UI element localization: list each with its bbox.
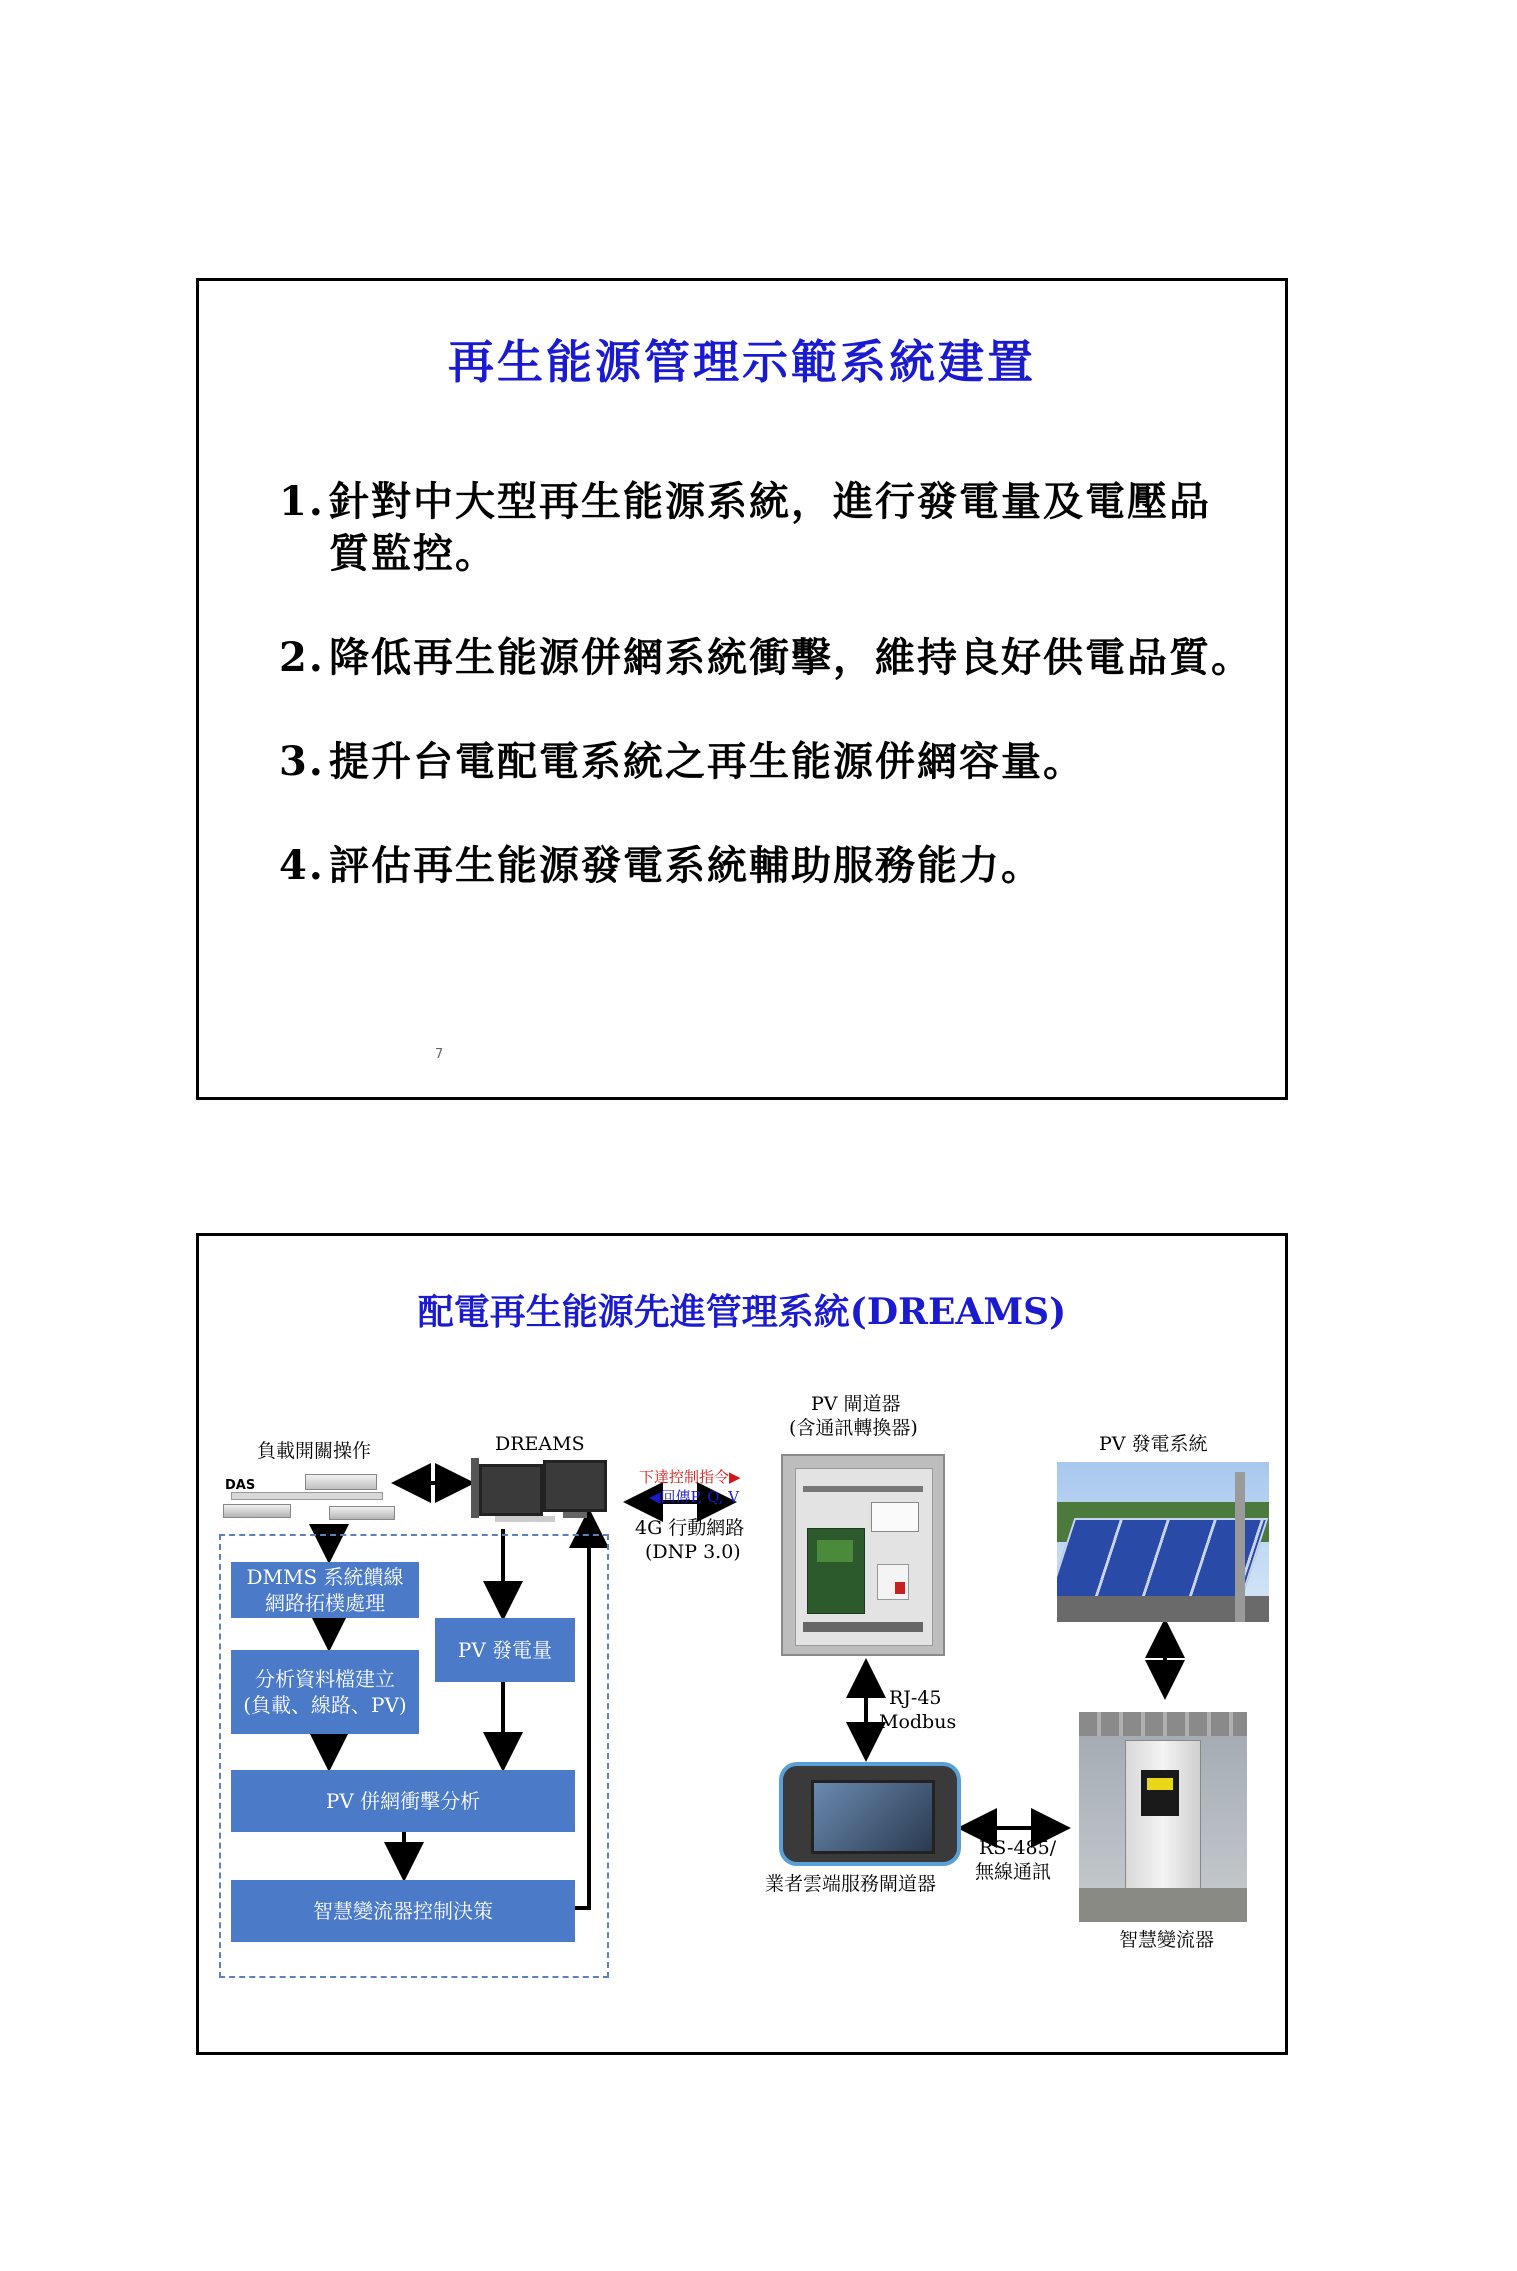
- box-pv-output: PV 發電量: [435, 1618, 575, 1682]
- pv-panel-photo: [1057, 1462, 1269, 1622]
- label-pv-system: PV 發電系統: [1099, 1433, 1208, 1455]
- label-dreams: DREAMS: [495, 1433, 585, 1455]
- label-rj45-1: RJ-45: [889, 1687, 942, 1709]
- box-data-file: [231, 1650, 419, 1734]
- slide-2: [196, 1233, 1288, 2055]
- box-dmms: [231, 1562, 419, 1618]
- box-data-line2: (負載、線路、PV): [243, 1693, 407, 1717]
- slide-1-title: 再生能源管理示範系統建置: [448, 335, 1036, 389]
- label-rj45-2: Modbus: [879, 1711, 957, 1733]
- label-network-2: (DNP 3.0): [645, 1541, 741, 1563]
- item-text: 針對中大型再生能源系統，進行發電量及電壓品: [329, 478, 1211, 525]
- label-smart-inverter: 智慧變流器: [1119, 1929, 1215, 1951]
- item-text: 提升台電配電系統之再生能源併網容量。: [329, 738, 1085, 785]
- list-item: [279, 736, 1269, 788]
- box-dmms-line1: DMMS 系統饋線: [246, 1565, 404, 1589]
- label-rs485-2: 無線通訊: [975, 1861, 1052, 1883]
- slide-2-title: 配電再生能源先進管理系統(DREAMS): [417, 1291, 1067, 1333]
- label-pv-gateway-1: PV 閘道器: [811, 1393, 901, 1415]
- label-pv-gateway-2: (含通訊轉換器): [789, 1417, 918, 1439]
- label-das: DAS: [225, 1478, 256, 1493]
- label-cloud-gateway: 業者雲端服務閘道器: [765, 1873, 937, 1895]
- label-cmd-up: ◀回傳P, Q, V: [649, 1488, 740, 1506]
- label-rs485-1: RS-485/: [979, 1837, 1057, 1859]
- label-cmd-up-text: 回傳P, Q, V: [660, 1488, 740, 1506]
- list-item: [279, 476, 1269, 580]
- slide-1: [196, 278, 1288, 1100]
- page-number: 7: [435, 1047, 444, 1062]
- list-item: [279, 632, 1269, 684]
- item-number: 1.: [279, 478, 325, 525]
- cloud-gateway-device-icon: [779, 1762, 961, 1866]
- item-text: 評估再生能源發電系統輔助服務能力。: [329, 842, 1043, 889]
- box-impact-analysis: PV 併網衝擊分析: [231, 1770, 575, 1832]
- box-dmms-line2: 網路拓樸處理: [265, 1591, 385, 1615]
- label-cmd-down-text: 下達控制指令: [639, 1468, 730, 1486]
- pv-gateway-cabinet-icon: [781, 1454, 945, 1656]
- box-control-decision: 智慧變流器控制決策: [231, 1880, 575, 1942]
- item-number: 2.: [279, 634, 325, 681]
- smart-inverter-photo: [1079, 1712, 1247, 1922]
- item-number: 4.: [279, 842, 325, 889]
- item-text-continued: 質監控。: [329, 530, 497, 577]
- box-data-line1: 分析資料檔建立: [255, 1667, 395, 1691]
- list-item: [279, 840, 1269, 892]
- label-network-1: 4G 行動網路: [635, 1517, 745, 1539]
- bullet-list: [279, 476, 1269, 944]
- label-switch-op: 負載開關操作: [257, 1440, 372, 1462]
- label-cmd-down: 下達控制指令▶: [639, 1468, 741, 1486]
- dreams-monitor-icon: [471, 1458, 611, 1530]
- item-text: 降低再生能源併網系統衝擊，維持良好供電品質。: [329, 634, 1253, 681]
- item-number: 3.: [279, 738, 325, 785]
